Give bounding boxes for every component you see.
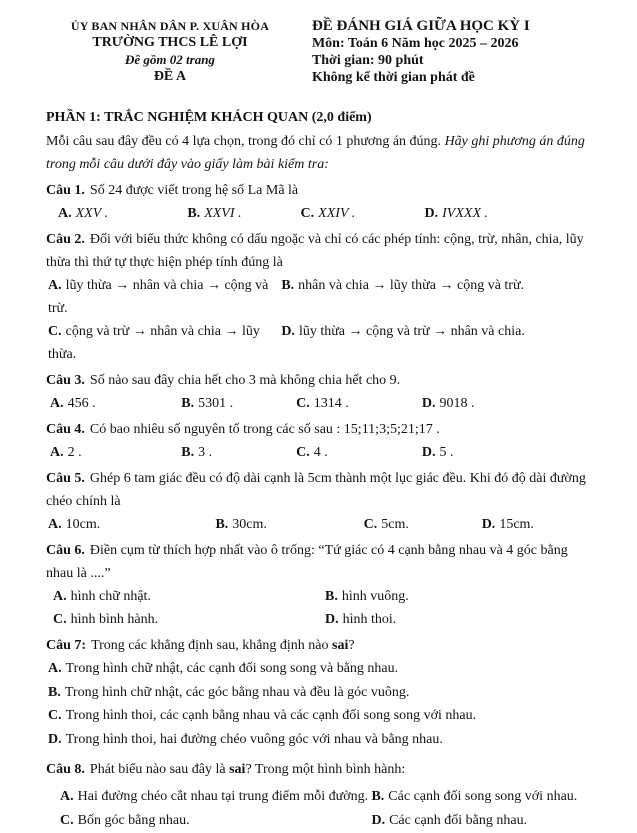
emphasized-word: sai <box>332 638 349 653</box>
question-6-text: Câu 6. Điền cụm từ thích hợp nhất vào ô trống: “Tứ giác có 4 cạnh bằng nhau và 4 góc bằng nhau là ....” <box>46 543 568 581</box>
question-3-label: Câu 3. <box>46 373 85 388</box>
option-c: C. hình bình hành. <box>53 612 159 627</box>
question-1-text: Câu 1. Số 24 được viết trong hệ số La Mã là <box>46 183 299 198</box>
option-a: A. XXV . <box>58 206 109 221</box>
question-3-options <box>46 392 597 415</box>
emphasized-word: sai <box>229 762 246 777</box>
school-name: TRƯỜNG THCS LÊ LỢI <box>92 35 248 50</box>
question-2-label: Câu 2. <box>46 232 85 247</box>
question-5-text: Câu 5. Ghép 6 tam giác đều có độ dài cạnh là 5cm thành một lục giác đều. Khi đó độ dài đường chéo chính là <box>46 471 586 509</box>
subject-year: Môn: Toán 6 Năm học 2025 – 2026 <box>311 36 519 51</box>
question-8-options <box>46 785 597 833</box>
exam-code: ĐỀ A <box>153 69 187 84</box>
option-d: D. 9018 . <box>421 396 475 411</box>
option-a: A. lũy thừa → nhân và chia → cộng và trừ. <box>48 278 269 316</box>
option-c: C. Trong hình thoi, các cạnh bằng nhau và các cạnh đối song song với nhau. <box>48 708 477 723</box>
option-b: B. Các cạnh đối song song với nhau. <box>371 789 578 804</box>
duration: Thời gian: 90 phút <box>311 53 424 68</box>
question-3 <box>46 369 597 415</box>
question-8-text: Câu 8. Phát biểu nào sau đây là sai? Trong một hình bình hành: <box>46 762 406 777</box>
question-2 <box>46 228 597 366</box>
exam-title: ĐỀ ĐÁNH GIÁ GIỮA HỌC KỲ I <box>311 18 530 34</box>
option-c: C. 1314 . <box>296 396 349 411</box>
question-7 <box>46 634 597 751</box>
option-b: B. 5301 . <box>181 396 234 411</box>
exam-info-block <box>294 18 597 86</box>
instructions-italic: Hãy ghi phương án đúng trong mỗi câu dưới đây vào giấy làm bài kiểm tra: <box>46 134 585 172</box>
option-a: A. hình chữ nhật. <box>53 589 151 604</box>
question-2-text: Câu 2. Đối với biểu thức không có dấu ngoặc và chỉ có các phép tính: cộng, trừ, nhân, chia, lũy thừa thì thứ tự thực hiện phép tính đúng là <box>46 232 584 270</box>
option-d: D. IVXXX . <box>424 206 489 221</box>
issuing-authority-block <box>46 18 294 85</box>
option-a: A. 2 . <box>50 445 82 460</box>
option-c: C. 4 . <box>296 445 328 460</box>
option-d: D. Các cạnh đối bằng nhau. <box>371 813 528 828</box>
duration-note: Không kể thời gian phát đề <box>311 70 475 85</box>
question-8 <box>46 758 597 833</box>
question-1-label: Câu 1. <box>46 183 85 198</box>
option-a: A. Trong hình chữ nhật, các cạnh đối song song và bằng nhau. <box>48 661 399 676</box>
option-d: D. 5 . <box>421 445 454 460</box>
question-4-label: Câu 4. <box>46 422 85 437</box>
option-a: A. 456 . <box>50 396 96 411</box>
question-6 <box>46 539 597 631</box>
option-d: D. Trong hình thoi, hai đường chéo vuông góc với nhau và bằng nhau. <box>48 731 443 747</box>
option-d: D. lũy thừa → cộng và trừ → nhân và chia. <box>281 324 525 339</box>
question-3-text: Câu 3. Số nào sau đây chia hết cho 3 mà không chia hết cho 9. <box>46 373 401 388</box>
option-b: B. XXVI . <box>187 206 242 221</box>
question-4-options <box>46 441 597 464</box>
question-4 <box>46 418 597 464</box>
page-count-note: Đề gồm 02 trang <box>125 52 215 67</box>
question-1-options <box>46 202 597 225</box>
question-8-label: Câu 8. <box>46 762 85 777</box>
authority-name: ỦY BAN NHÂN DÂN P. XUÂN HÒA <box>70 19 270 33</box>
question-7-label: Câu 7: <box>46 638 87 653</box>
section-title: PHẦN 1: TRẮC NGHIỆM KHÁCH QUAN (2,0 điểm) <box>46 110 372 125</box>
option-b: B. nhân và chia → lũy thừa → cộng và trừ. <box>281 278 525 293</box>
option-b: B. hình vuông. <box>325 589 409 604</box>
question-6-options <box>46 585 597 631</box>
option-d: D. 15cm. <box>481 517 534 532</box>
option-d: D. hình thoi. <box>325 612 397 627</box>
option-c: C. cộng và trừ → nhân và chia → lũy thừa. <box>48 324 260 362</box>
question-1 <box>46 179 597 225</box>
option-c: C. XXIV . <box>300 206 356 221</box>
option-b: B. Trong hình chữ nhật, các góc bằng nhau và đều là góc vuông. <box>48 684 410 700</box>
instructions-regular: Mỗi câu sau đây đều có 4 lựa chọn, trong đó chỉ có 1 phương án đúng. <box>46 134 445 149</box>
exam-header <box>46 18 597 86</box>
section-instructions <box>46 130 597 176</box>
option-b: B. 30cm. <box>215 517 267 532</box>
question-5 <box>46 467 597 536</box>
option-a: A. Hai đường chéo cắt nhau tại trung điểm mỗi đường. <box>60 789 369 804</box>
option-c: C. Bốn góc bằng nhau. <box>60 813 190 828</box>
question-4-text: Câu 4. Có bao nhiêu số nguyên tố trong các số sau : 15;11;3;5;21;17 . <box>46 422 440 437</box>
option-c: C. 5cm. <box>363 517 409 532</box>
option-a: A. 10cm. <box>48 517 101 532</box>
question-2-options <box>46 274 597 366</box>
question-7-options <box>46 657 597 751</box>
question-6-label: Câu 6. <box>46 543 85 558</box>
question-7-text: Câu 7: Trong các khẳng định sau, khẳng định nào sai? <box>46 638 355 653</box>
option-b: B. 3 . <box>181 445 213 460</box>
question-5-options <box>46 513 597 536</box>
question-5-label: Câu 5. <box>46 471 85 486</box>
